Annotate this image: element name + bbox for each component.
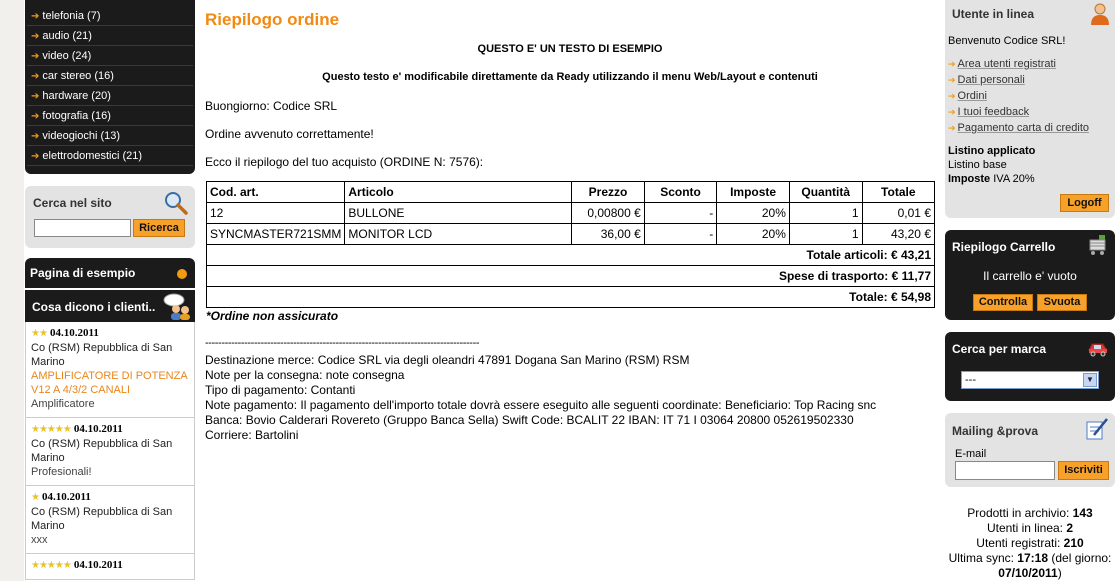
column-header: Totale <box>862 182 934 203</box>
order-table <box>206 181 935 308</box>
category-link[interactable]: ➔ audio (21) <box>27 26 193 46</box>
category-link[interactable]: ➔ telefonia (7) <box>27 6 193 26</box>
category-link[interactable]: ➔ elettrodomestici (21) <box>27 146 193 166</box>
column-header: Quantità <box>789 182 862 203</box>
stat-sync-date: 07/10/2011) <box>998 566 1062 580</box>
arrow-icon: ➔ <box>31 11 40 22</box>
review-item <box>26 418 194 486</box>
arrow-icon: ➔ <box>31 151 40 162</box>
arrow-icon: ➔ <box>31 131 40 142</box>
search-title: Cerca nel sito <box>33 196 112 210</box>
rating-stars-icon: ★★ <box>31 328 47 339</box>
cart-box <box>945 230 1115 320</box>
arrow-icon: ➔ <box>31 31 40 42</box>
arrow-icon: ➔ <box>31 51 40 62</box>
user-link-orders[interactable]: ➔ Ordini <box>948 90 987 102</box>
category-link[interactable]: ➔ car stereo (16) <box>27 66 193 86</box>
total-items: Totale articoli: € 43,21 <box>207 245 935 266</box>
cart-empty-text: Il carrello e' vuoto <box>983 269 1077 283</box>
arrow-icon: ➔ <box>31 91 40 102</box>
arrow-icon: ➔ <box>948 59 956 69</box>
grand-total: Totale: € 54,98 <box>207 287 935 308</box>
user-box <box>945 0 1115 218</box>
user-link-area[interactable]: ➔ Area utenti registrati <box>948 58 1056 70</box>
review-location: Co (RSM) Repubblica di San Marino <box>31 506 173 532</box>
table-cell: 0,01 € <box>862 203 934 224</box>
email-label: E-mail <box>955 448 987 460</box>
reviews-list <box>25 322 195 580</box>
mailing-box <box>945 413 1115 487</box>
welcome-text: Benvenuto Codice SRL! <box>948 35 1066 47</box>
arrow-icon: ➔ <box>948 75 956 85</box>
review-date: 04.10.2011 <box>73 423 123 435</box>
price-list-value: Listino base <box>948 159 1007 171</box>
user-box-title: Utente in linea <box>952 7 1035 21</box>
reviews-header <box>25 290 195 322</box>
stat-online: Utenti in linea: 2 <box>986 521 1074 535</box>
left-column <box>25 0 195 580</box>
rating-stars-icon: ★★★★★ <box>31 424 71 435</box>
arrow-icon: ➔ <box>948 91 956 101</box>
brand-select-value: --- <box>965 374 976 386</box>
column-header: Articolo <box>345 182 572 203</box>
table-cell: 20% <box>717 203 790 224</box>
user-link-card-payment[interactable]: ➔ Pagamento carta di credito <box>948 122 1090 134</box>
uninsured-note: *Ordine non assicurato <box>206 309 339 323</box>
review-date: 04.10.2011 <box>73 559 123 571</box>
table-cell: 20% <box>717 224 790 245</box>
column-header: Imposte <box>717 182 790 203</box>
price-list-info <box>948 144 1035 186</box>
table-cell: BULLONE <box>345 203 572 224</box>
detail-courier: Corriere: Bartolini <box>205 428 299 442</box>
brand-title: Cerca per marca <box>952 342 1047 356</box>
table-cell: MONITOR LCD <box>345 224 572 245</box>
shipping-row <box>207 266 935 287</box>
table-cell: 1 <box>789 203 862 224</box>
mailing-title: Mailing &prova <box>952 424 1039 438</box>
people-chat-icon <box>162 292 192 320</box>
separator-line: ------------------------------------------------------------------------------------ <box>205 337 480 349</box>
cart-clear-button[interactable]: Svuota <box>1037 294 1087 311</box>
user-link-feedback[interactable]: ➔ I tuoi feedback <box>948 106 1030 118</box>
arrow-icon: ➔ <box>948 123 956 133</box>
review-date: 04.10.2011 <box>42 491 91 503</box>
table-cell: 12 <box>207 203 345 224</box>
shipping-cost: Spese di trasporto: € 11,77 <box>207 266 935 287</box>
example-subtitle: Questo testo e' modificabile direttamente da Ready utilizzando il menu Web/Layout e contenuti <box>322 71 818 83</box>
tax-label: Imposte <box>948 173 991 185</box>
table-cell: SYNCMASTER721SMM <box>207 224 345 245</box>
table-cell: 0,00800 € <box>572 203 645 224</box>
grand-total-row <box>207 287 935 308</box>
order-summary-intro: Ecco il riepilogo del tuo acquisto (ORDINE N: 7576): <box>205 155 484 169</box>
detail-destination: Destinazione merce: Codice SRL via degli oleandri 47891 Dogana San Marino (RSM) RSM <box>205 353 690 367</box>
category-link[interactable]: ➔ hardware (20) <box>27 86 193 106</box>
category-list <box>25 0 195 174</box>
example-title: QUESTO E' UN TESTO DI ESEMPIO <box>477 43 663 55</box>
left-gutter <box>0 0 24 581</box>
cart-title: Riepilogo Carrello <box>952 240 1056 254</box>
subscribe-button[interactable]: Iscriviti <box>1058 461 1109 480</box>
review-comment: xxx <box>31 534 48 546</box>
column-header: Prezzo <box>572 182 645 203</box>
user-links <box>948 56 1089 136</box>
user-link-personal-data[interactable]: ➔ Dati personali <box>948 74 1025 86</box>
cart-check-button[interactable]: Controlla <box>973 294 1033 311</box>
review-item <box>26 322 194 418</box>
detail-bank: Banca: Bovio Calderari Rovereto (Gruppo Banca Sella) Swift Code: BCALIT 22 IBAN: IT 71 I 03064 20800 052619502330 <box>205 413 854 427</box>
reviews-title: Cosa dicono i clienti.. <box>32 300 156 314</box>
table-cell: 1 <box>789 224 862 245</box>
magnifier-icon <box>163 190 189 216</box>
page-title: Riepilogo ordine <box>205 10 340 29</box>
car-icon <box>1087 336 1109 358</box>
table-header-row <box>207 182 935 203</box>
category-link[interactable]: ➔ video (24) <box>27 46 193 66</box>
brand-search-box <box>945 332 1115 401</box>
table-cell: - <box>644 203 717 224</box>
column-header: Sconto <box>644 182 717 203</box>
brand-select[interactable] <box>961 371 1099 389</box>
price-list-label: Listino applicato <box>948 145 1036 157</box>
table-row <box>207 203 935 224</box>
category-link[interactable]: ➔ fotografia (16) <box>27 106 193 126</box>
category-link[interactable]: ➔ videogiochi (13) <box>27 126 193 146</box>
arrow-icon: ➔ <box>31 71 40 82</box>
right-column <box>945 0 1115 580</box>
detail-payment-notes: Note pagamento: Il pagamento dell'importo totale dovrà essere eseguito alle seguenti coordinate: Beneficiario: Top Racing snc <box>205 398 877 412</box>
tax-value: IVA 20% <box>993 173 1035 185</box>
bullet-icon <box>177 269 187 279</box>
chevron-down-icon: ▼ <box>1083 373 1097 387</box>
table-cell: - <box>644 224 717 245</box>
rating-stars-icon: ★ <box>31 492 39 503</box>
pen-paper-icon <box>1085 417 1109 441</box>
review-item <box>26 554 194 580</box>
arrow-icon: ➔ <box>31 111 40 122</box>
table-cell: 36,00 € <box>572 224 645 245</box>
review-location: Co (RSM) Repubblica di San Marino <box>31 438 173 464</box>
review-comment: Profesionali! <box>31 466 92 478</box>
search-input[interactable] <box>34 219 131 237</box>
table-row <box>207 224 935 245</box>
review-location: Co (RSM) Repubblica di San Marino <box>31 342 173 368</box>
cart-icon <box>1087 234 1109 256</box>
stat-products: Prodotti in archivio: 143 <box>967 506 1093 520</box>
logoff-button[interactable]: Logoff <box>1060 194 1109 212</box>
detail-delivery-notes: Note per la consegna: note consegna <box>205 368 405 382</box>
review-comment: Amplificatore <box>31 398 95 410</box>
site-search-box <box>25 186 195 248</box>
review-date: 04.10.2011 <box>50 327 99 339</box>
stat-last-sync: Ultima sync: 17:18 (del giorno: <box>948 551 1112 565</box>
example-page-label: Pagina di esempio <box>30 266 136 280</box>
greeting-text: Buongiorno: Codice SRL <box>205 99 338 113</box>
stat-registered: Utenti registrati: 210 <box>976 536 1084 550</box>
example-page-link[interactable] <box>25 258 195 288</box>
rating-stars-icon: ★★★★★ <box>31 560 71 571</box>
arrow-icon: ➔ <box>948 107 956 117</box>
detail-payment-type: Tipo di pagamento: Contanti <box>205 383 356 397</box>
order-confirmed-text: Ordine avvenuto correttamente! <box>205 127 374 141</box>
review-product-link[interactable]: AMPLIFICATORE DI POTENZA V12 A 4/3/2 CANALI <box>31 370 188 396</box>
table-cell: 43,20 € <box>862 224 934 245</box>
column-header: Cod. art. <box>207 182 345 203</box>
user-icon <box>1088 2 1112 26</box>
total-items-row <box>207 245 935 266</box>
review-item <box>26 486 194 554</box>
email-field[interactable] <box>955 461 1055 480</box>
site-stats <box>945 506 1115 581</box>
search-button[interactable]: Ricerca <box>133 219 185 237</box>
order-details <box>205 353 876 443</box>
